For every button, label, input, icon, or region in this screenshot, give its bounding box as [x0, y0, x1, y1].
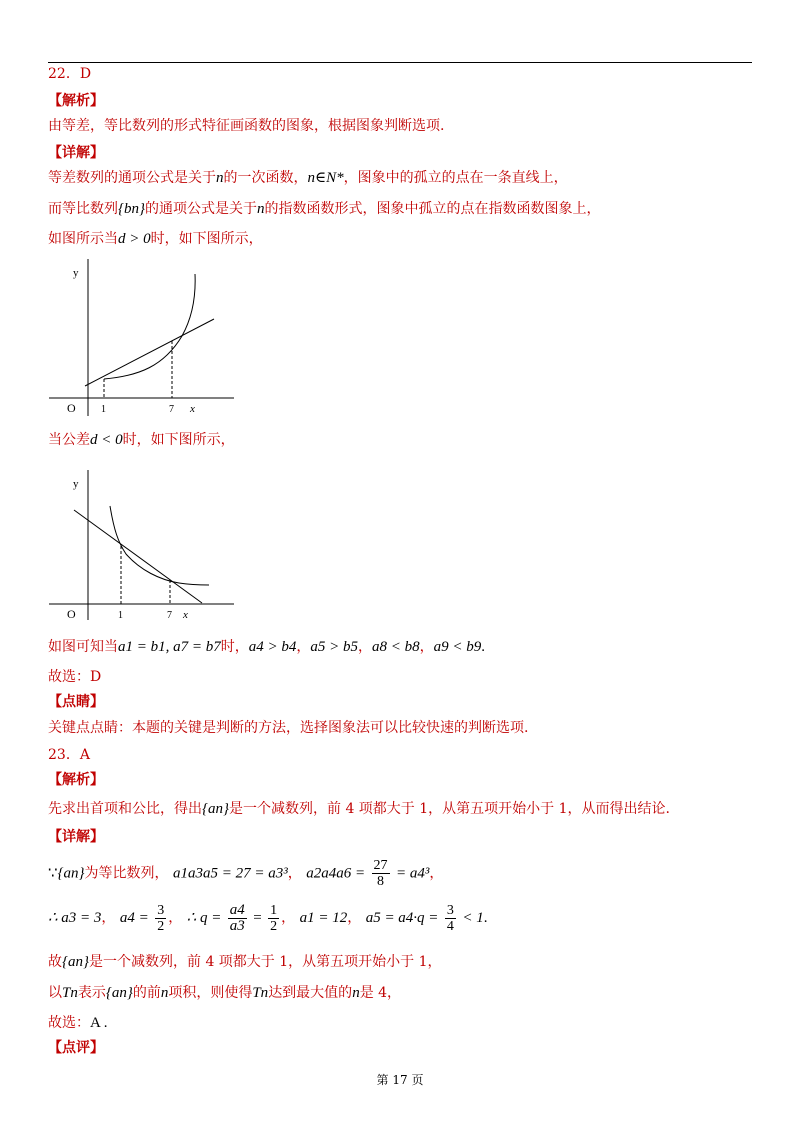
q23-detail-tag: 【详解】 — [48, 829, 104, 845]
q23-line2-end: . — [483, 910, 488, 926]
q23-line4-c: 的前 — [132, 985, 161, 1001]
graph2-linear-line — [74, 510, 202, 603]
q22-line1-c: ，图象中的孤立的点在一条直线上， — [343, 170, 568, 186]
q23-line2-fraction-3-4 — [445, 903, 456, 934]
q22-comment-tag: 【点睛】 — [48, 694, 104, 710]
q23-analysis-tag: 【解析】 — [48, 772, 104, 788]
q23-line1-sep1: ， — [287, 865, 302, 882]
q23-line1-fraction-27-8 — [372, 858, 390, 889]
q23-line4-T2: Tn — [252, 985, 269, 1001]
graph1-tick-7: 7 — [169, 404, 174, 415]
q22-line2-c: 的指数函数形式，图象中孤立的点在指数函数图象上， — [264, 201, 601, 217]
page-footer: 第 17 页 — [376, 1073, 424, 1087]
q23-line2-eq5-left: a5 = a4·q = — [365, 910, 439, 926]
q23-line2-frac3-num: 1 — [270, 902, 278, 918]
q23-line2-fraction-3-2 — [155, 903, 166, 934]
q22-line2-n: n — [257, 201, 265, 217]
q23-analysis — [48, 799, 670, 819]
q23-line1-text: 为等比数列， — [84, 865, 169, 882]
q22-line5-sep2: ， — [358, 639, 372, 655]
graph2-tick-7: 7 — [167, 610, 172, 621]
q22-line2-math: {bn} — [118, 201, 145, 217]
q23-line2-frac2-num: a4 — [229, 901, 245, 918]
q23-line4 — [48, 983, 401, 1003]
q22-line1-math: n∈N* — [307, 170, 344, 186]
q22-analysis-tag: 【解析】 — [48, 93, 104, 109]
q23-line2-frac2-den: a3 — [229, 917, 245, 934]
q23-line2-eq2-left: a4 = — [119, 910, 149, 926]
graph2-x-label: x — [183, 609, 188, 621]
q23-because: ∵ — [48, 865, 58, 882]
graph1-exponential-curve — [104, 274, 195, 379]
q23-analysis-a: 先求出首项和公比，得出 — [48, 801, 202, 817]
q22-line1-a: 等差数列的通项公式是关于 — [48, 170, 216, 186]
q22-line5-sep3: ， — [419, 639, 434, 655]
graph1-x-label: x — [190, 403, 195, 415]
q23-line3-seq: {an} — [62, 954, 89, 970]
q22-line4-math: d < 0 — [90, 432, 123, 448]
q22-line2 — [48, 199, 601, 219]
q23-line4-e: 达到最大值的 — [268, 985, 353, 1001]
q23-line4-d: 项积，则使得 — [168, 985, 253, 1001]
q22-line3 — [48, 229, 263, 249]
q23-line1-eq2-right: = a4³ — [395, 865, 430, 882]
q22-comment: 关键点点睛：本题的关键是判断的方法，选择图象法可以比较快速的判断选项. — [48, 720, 529, 736]
q22-analysis: 由等差，等比数列的形式特征画函数的图象，根据图象判断选项. — [48, 118, 445, 134]
q23-line4-b: 表示 — [77, 985, 106, 1001]
q23-line3 — [48, 952, 442, 972]
graph1-tick-1: 1 — [101, 404, 106, 415]
q22-line3-b: 时，如下图所示， — [150, 231, 263, 247]
q23-line4-seq: {an} — [105, 985, 133, 1001]
q23-line3-b: 是一个减数列，前 4 项都大于 1，从第五项开始小于 1， — [89, 954, 442, 970]
q23-line2-sep4: ， — [347, 910, 362, 926]
q22-title: 22．D — [48, 66, 92, 82]
q23-line2-eq1: ∴ a3 = 3 — [48, 910, 102, 926]
graph1-y-label: y — [73, 267, 79, 279]
q22-line4-a: 当公差 — [48, 432, 90, 448]
q22-line5-m3: a5 > b5 — [310, 639, 358, 655]
q23-line2-sep2: ， — [168, 910, 183, 926]
q23-title: 23．A — [48, 747, 90, 763]
q22-line1 — [48, 168, 568, 188]
q22-line2-b: 的通项公式是关于 — [145, 201, 257, 217]
q22-line1-n: n — [216, 170, 224, 186]
q22-line3-math: d > 0 — [118, 231, 151, 247]
q22-line5-m5: a9 < b9 — [433, 639, 482, 655]
q23-line4-a: 以 — [48, 985, 62, 1001]
q23-line2-frac3-den: 2 — [270, 918, 278, 934]
q23-line2-fraction-a4-a3 — [228, 903, 247, 934]
q22-line5-end: . — [481, 639, 485, 655]
graph2-origin: O — [67, 607, 76, 621]
q23-line3-a: 故 — [48, 954, 62, 970]
graph2-exponential-curve — [110, 506, 209, 585]
q23-line4-T: Tn — [62, 985, 78, 1001]
q23-answer — [48, 1013, 108, 1033]
q23-line2-frac4-den: 4 — [446, 918, 454, 934]
q22-line3-a: 如图所示当 — [48, 231, 118, 247]
q22-answer: 故选：D — [48, 669, 102, 685]
q23-comment-tag: 【点评】 — [48, 1040, 104, 1056]
q23-line1-eq1: a1a3a5 = 27 = a3³ — [173, 865, 288, 882]
graph-d-positive — [44, 256, 234, 418]
q23-line2-eq4: a1 = 12 — [299, 910, 348, 926]
q23-line2-frac4-num: 3 — [446, 902, 454, 918]
q23-answer-b: A . — [90, 1015, 108, 1031]
q22-line5-a: 如图可知当 — [48, 639, 118, 655]
q23-line1-seq: {an} — [57, 865, 85, 882]
q22-line1-b: 的一次函数， — [223, 170, 308, 186]
graph-d-negative — [44, 468, 234, 624]
q23-line2-sep1: ， — [101, 910, 116, 926]
q23-line2-fraction-1-2 — [268, 903, 279, 934]
graph2-tick-1: 1 — [118, 610, 123, 621]
graph1-origin: O — [67, 401, 76, 415]
q22-line5-m2: a4 > b4 — [248, 639, 297, 655]
q22-detail-tag: 【详解】 — [48, 145, 104, 161]
q23-line2-eq3-mid: = — [253, 910, 262, 926]
q23-line2-eq3-left: ∴ q = — [186, 910, 222, 926]
header-rule — [48, 62, 752, 63]
q23-line1-eq2-left: a2a4a6 = — [306, 865, 366, 882]
q22-line5-sep1: ， — [296, 639, 311, 655]
q23-line2-frac1-num: 3 — [157, 902, 165, 918]
q23-line2-sep3: ， — [281, 910, 296, 926]
q23-analysis-math: {an} — [202, 801, 229, 817]
q23-line1-frac-num: 27 — [373, 858, 388, 873]
q23-line4-n: n — [160, 985, 169, 1001]
q22-line4 — [48, 430, 235, 450]
q23-line1 — [48, 858, 443, 889]
graph2-y-label: y — [73, 478, 79, 490]
q22-line4-b: 时，如下图所示， — [122, 432, 235, 448]
q22-line5 — [48, 637, 485, 657]
q23-line4-f: 是 4， — [359, 985, 402, 1001]
q23-analysis-b: 是一个减数列，前 4 项都大于 1，从第五项开始小于 1，从而得出结论. — [229, 801, 670, 817]
q23-line2-eq5-right: < 1 — [462, 910, 484, 926]
q22-line5-m1: a1 = b1, a7 = b7 — [118, 639, 221, 655]
q23-line1-sep2: ， — [429, 865, 444, 882]
q22-line5-b: 时， — [220, 639, 249, 655]
graph1-linear-line — [85, 319, 214, 386]
q22-line2-a: 而等比数列 — [48, 201, 118, 217]
q23-line2-frac1-den: 2 — [157, 918, 165, 934]
q23-line4-n2: n — [352, 985, 360, 1001]
q23-line1-frac-den: 8 — [377, 874, 385, 889]
q23-line2 — [48, 902, 487, 934]
q22-line5-m4: a8 < b8 — [372, 639, 420, 655]
q23-answer-a: 故选： — [48, 1015, 90, 1031]
